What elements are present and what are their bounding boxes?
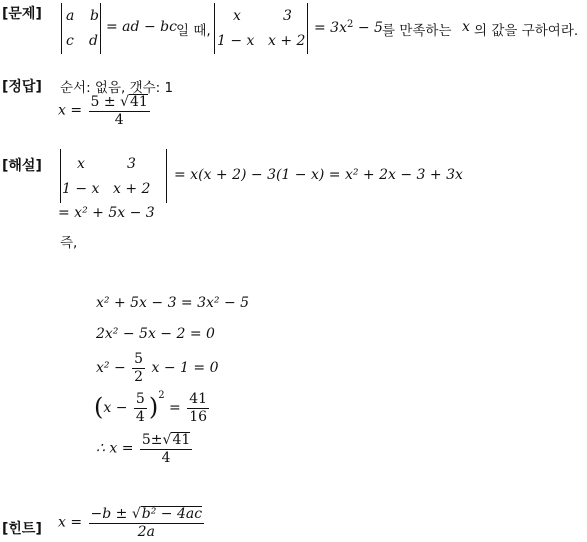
problem-def-rhs: = ad − bc <box>106 19 177 35</box>
det-entry-b: b <box>90 8 99 24</box>
solution-expand: = x(x + 2) − 3(1 − x) = x² + 2x − 3 + 3x <box>174 167 463 183</box>
problem-def-text: 일 때, <box>176 23 211 39</box>
therefore-lhs: ∴ x = <box>96 440 134 457</box>
answer-label: [정답] <box>2 79 42 95</box>
det-entry-b: 3 <box>283 8 292 24</box>
det-entry-d: x + 2 <box>113 181 151 197</box>
step3-den: 2 <box>134 368 144 385</box>
answer-den: 4 <box>114 111 124 128</box>
step5-num-rad: 41 <box>172 432 191 448</box>
hint-lhs: x = <box>58 514 83 531</box>
answer-formula: x = $\frac{5 \pm √41}{4}$ <box>58 94 148 128</box>
det-entry-a: a <box>66 8 75 24</box>
answer-lhs: x = <box>58 102 83 119</box>
solution-simplified: = x² + 5x − 3 <box>58 205 155 221</box>
step3-num: 5 <box>134 351 144 367</box>
det-entry-c: c <box>66 33 74 49</box>
solution-step-1: x² + 5x − 3 = 3x² − 5 <box>96 295 250 311</box>
answer-line: 순서: 없음, 갯수: 1 <box>60 80 174 96</box>
hint-formula: x = $\frac{\text{−b ± √b² − 4ac}}{2a}$ <box>58 506 203 540</box>
solution-step-5: ∴ x = $\frac{5\pm√41}{4}$ <box>96 432 191 466</box>
problem-label: [문제] <box>2 6 42 22</box>
problem-eq-text: 를 만족하는 <box>382 23 452 39</box>
solution-label: [해설] <box>2 158 42 174</box>
step5-den: 4 <box>161 449 171 466</box>
problem-eq-rhs: = $3x^2 - 5$ <box>314 19 383 36</box>
answer-num-rad: 41 <box>130 94 148 110</box>
solution-step-4: (x − $\frac{5}{4}$ )$^2$ = $\frac{41}{16}$ <box>94 390 208 425</box>
det-entry-c: 1 − x <box>217 33 255 49</box>
solution-connector: 즉, <box>60 235 78 251</box>
problem-end-text: 의 값을 구하여라. <box>474 23 579 39</box>
det-entry-a: x <box>77 156 85 172</box>
step4-num: 5 <box>135 390 145 407</box>
det-entry-a: x <box>233 8 241 24</box>
hint-num-rad: b² − 4ac <box>141 506 203 522</box>
problem-var: x <box>462 19 470 35</box>
step4-rnum: 41 <box>189 390 208 407</box>
step4-den: 4 <box>135 408 145 425</box>
hint-den: 2a <box>137 523 155 540</box>
det-entry-d: d <box>89 33 98 49</box>
answer-num-pre: 5 ± <box>90 94 116 110</box>
det-entry-c: 1 − x <box>62 181 100 197</box>
det-entry-b: 3 <box>127 156 136 172</box>
det-entry-d: x + 2 <box>268 33 306 49</box>
step5-num-pre: 5± <box>141 432 163 448</box>
solution-step-3 <box>96 352 219 384</box>
step4-rden: 16 <box>189 408 208 425</box>
solution-step-2: 2x² − 5x − 2 = 0 <box>96 326 215 342</box>
hint-num-pre: −b ± <box>90 506 128 522</box>
step3-post: x − 1 = 0 <box>151 360 219 377</box>
hint-label: [힌트] <box>2 521 42 537</box>
step3-pre: x² − <box>96 360 126 377</box>
